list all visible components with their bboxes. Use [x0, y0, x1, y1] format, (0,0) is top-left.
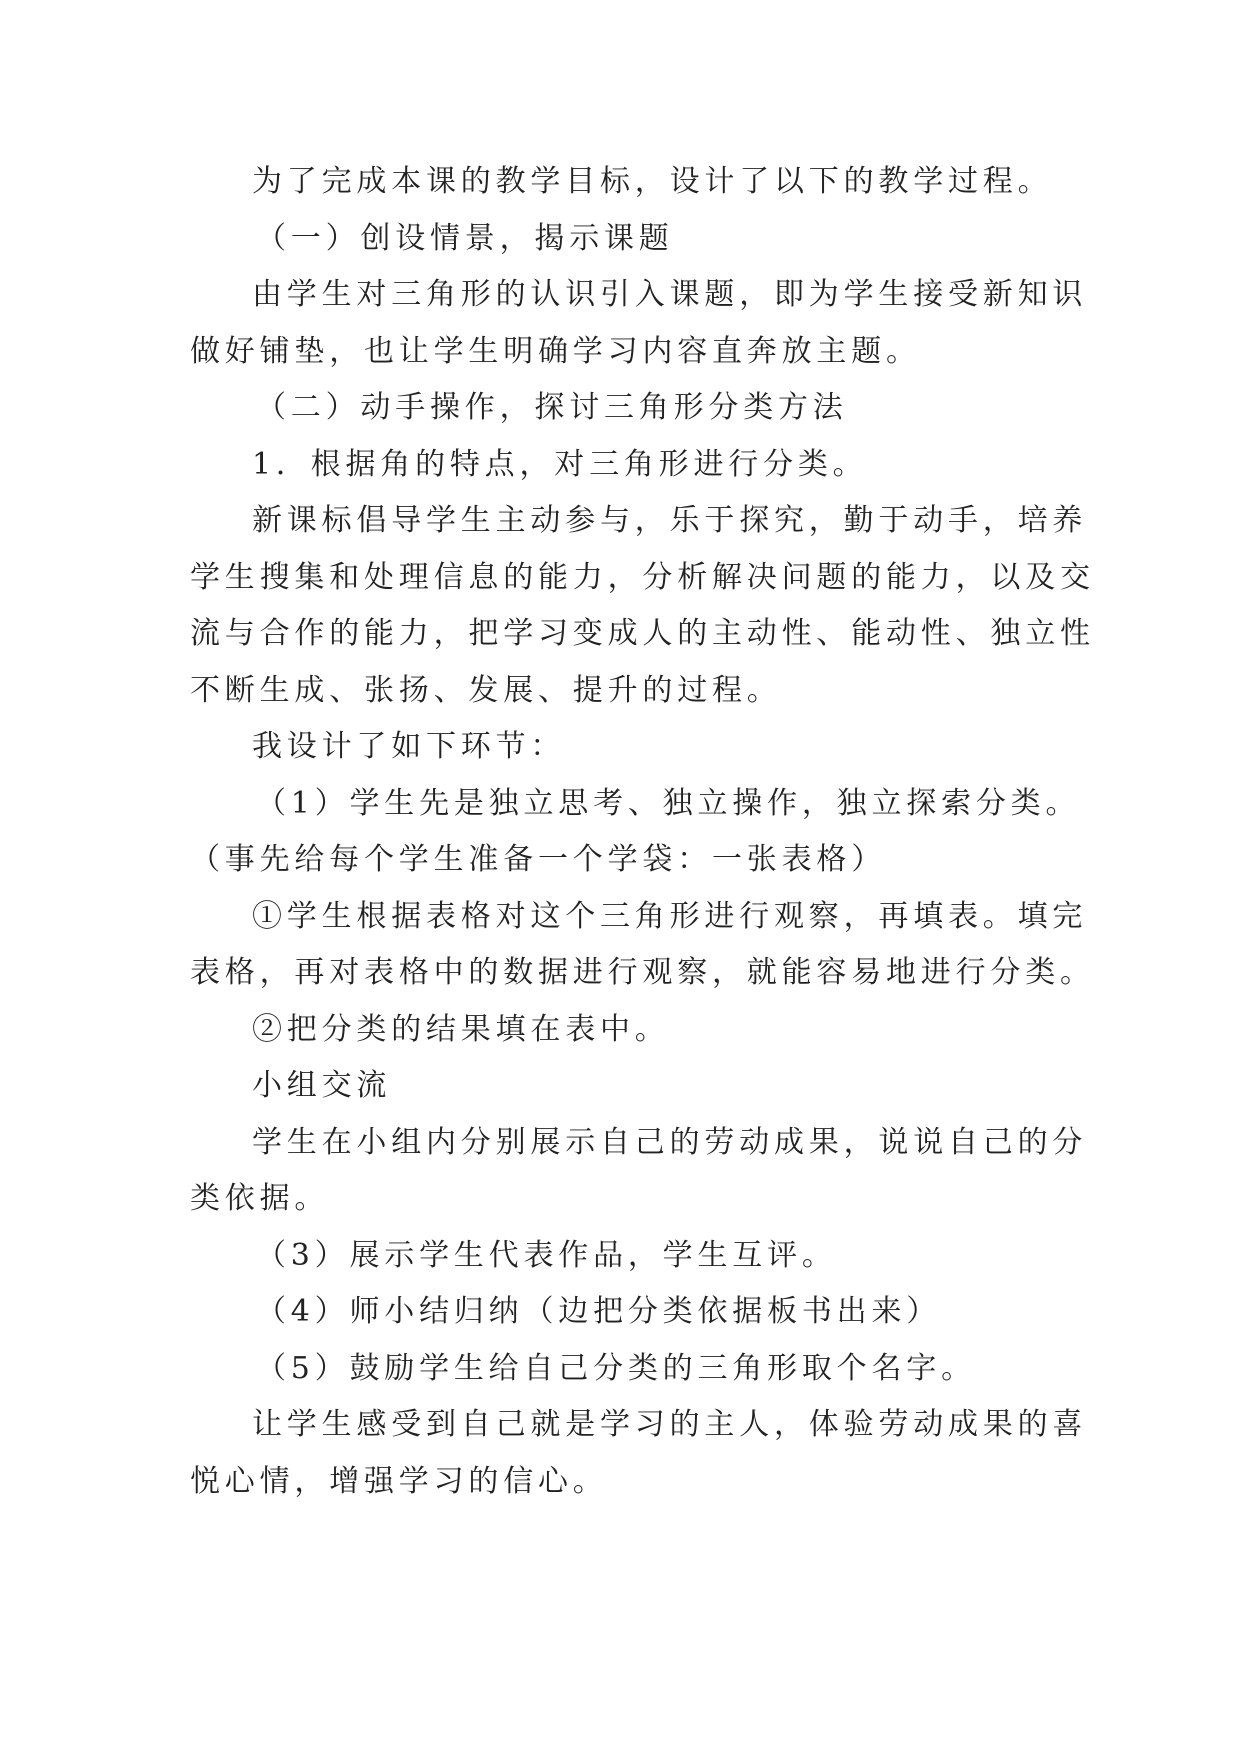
body-text	[190, 154, 1095, 1510]
paragraph-line: 不断生成、张扬、发展、提升的过程。	[190, 672, 782, 708]
paragraph-intro: 为了完成本课的教学目标，设计了以下的教学过程。	[252, 164, 1053, 199]
paragraph-line: 悦心情，增强学习的信心。	[190, 1463, 608, 1499]
paragraph-line: 由学生对三角形的认识引入课题，即为学生接受新知识	[252, 277, 1088, 312]
list-item: （5）鼓励学生给自己分类的三角形取个名字。	[256, 1350, 976, 1386]
list-item: （3）展示学生代表作品，学生互评。	[256, 1237, 837, 1273]
section-heading-1: （一）创设情景，揭示课题	[256, 220, 674, 256]
paragraph-line: 做好铺垫，也让学生明确学习内容直奔放主题。	[190, 333, 921, 369]
paragraph-line: （事先给每个学生准备一个学袋：一张表格）	[190, 842, 886, 877]
list-item: （1）学生先是独立思考、独立操作，独立探索分类。	[256, 785, 1081, 821]
paragraph-line: 我设计了如下环节：	[252, 729, 566, 764]
paragraph-line: 学生搜集和处理信息的能力，分析解决问题的能力，以及交	[190, 559, 1095, 595]
paragraph-line: 学生在小组内分别展示自己的劳动成果，说说自己的分	[252, 1124, 1088, 1160]
paragraph-line: 类依据。	[190, 1181, 330, 1216]
list-item: ②把分类的结果填在表中。	[252, 1011, 670, 1047]
paragraph-line: 新课标倡导学生主动参与，乐于探究，勤于动手，培养	[252, 503, 1088, 538]
paragraph-line: 小组交流	[252, 1068, 392, 1103]
paragraph-line: 表格，再对表格中的数据进行观察，就能容易地进行分类。	[190, 955, 1095, 990]
paragraph-line: 让学生感受到自己就是学习的主人，体验劳动成果的喜	[252, 1407, 1088, 1442]
list-item: （4）师小结归纳（边把分类依据板书出来）	[256, 1294, 942, 1329]
section-heading-2: （二）动手操作，探讨三角形分类方法	[256, 390, 848, 425]
subheading-1: 1．根据角的特点，对三角形进行分类。	[252, 446, 868, 482]
list-item: ①学生根据表格对这个三角形进行观察，再填表。填完	[252, 898, 1088, 934]
paragraph-line: 流与合作的能力，把学习变成人的主动性、能动性、独立性	[190, 616, 1095, 651]
